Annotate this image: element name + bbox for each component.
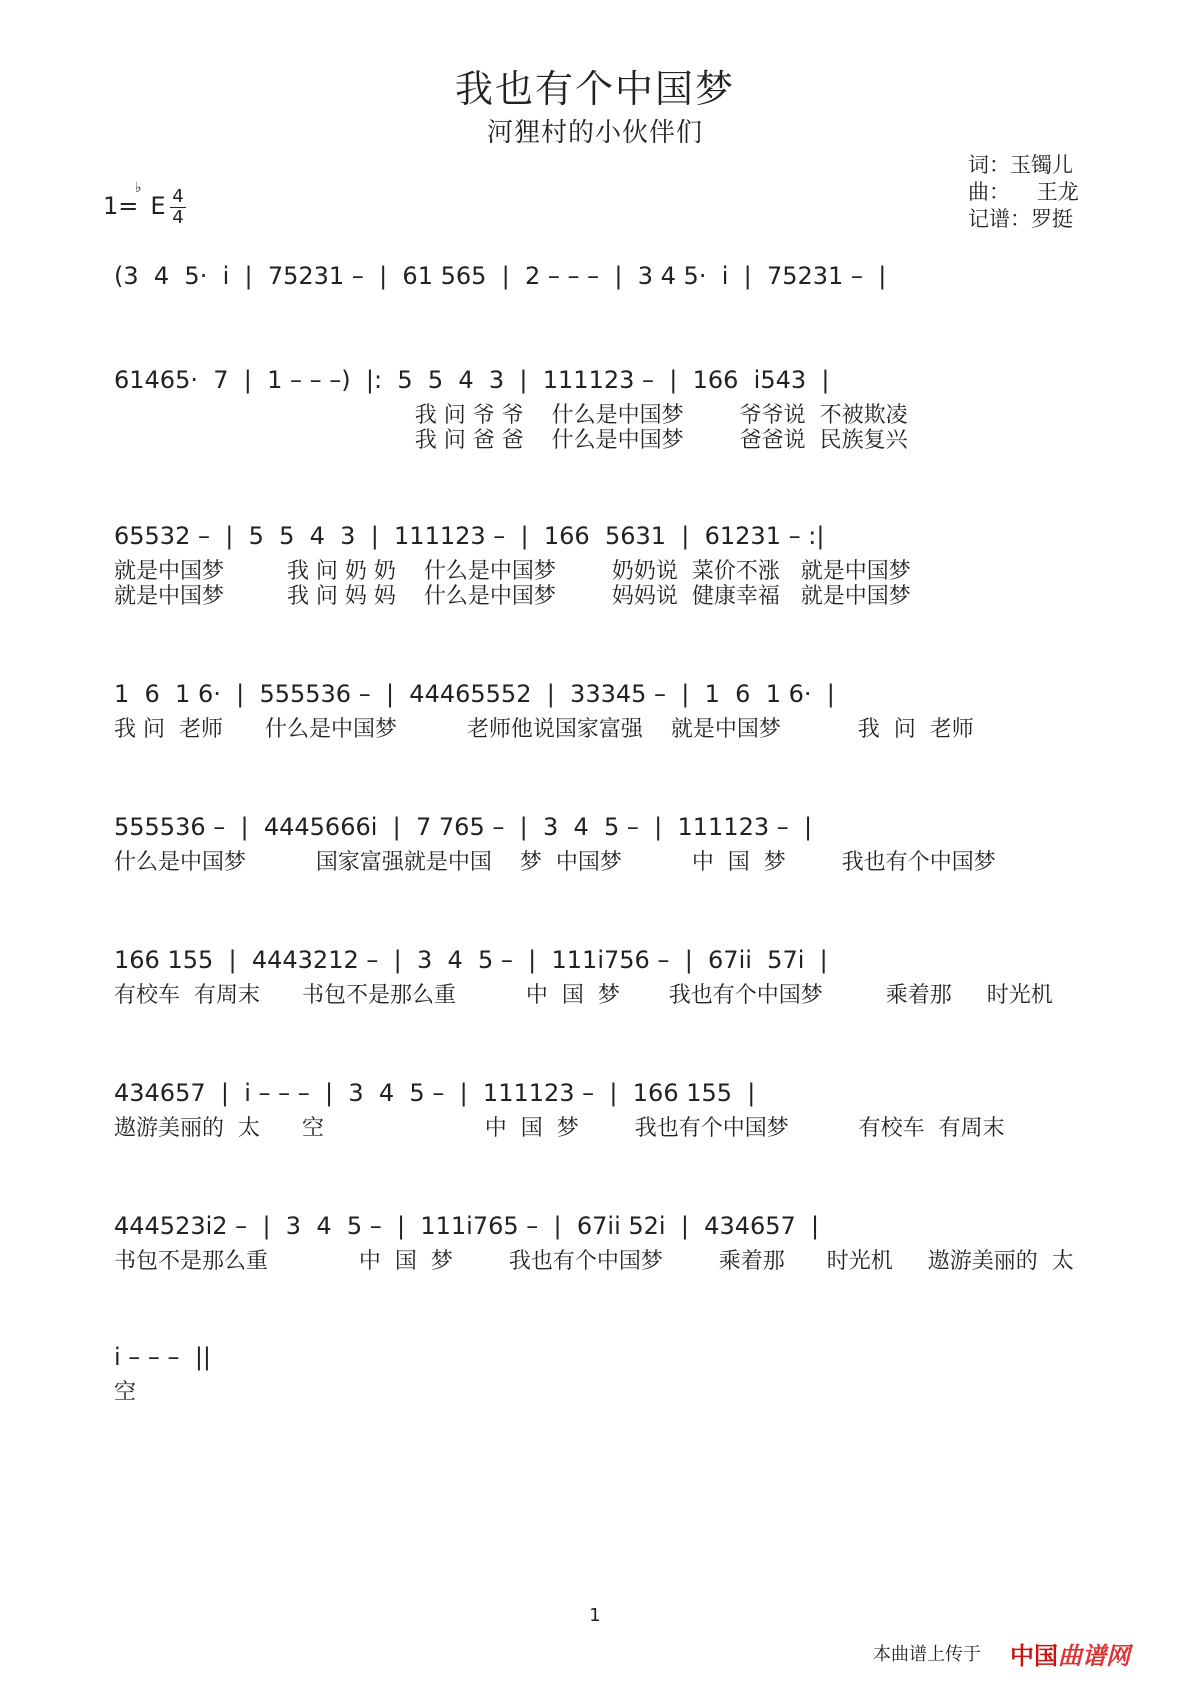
logo-text-qupu: 曲谱网 bbox=[1058, 1642, 1130, 1670]
site-logo bbox=[1010, 1636, 1130, 1671]
lyric-line: 有校车 有周末 书包不是那么重 中 国 梦 我也有个中国梦 乘着那 时光机 bbox=[114, 983, 1053, 1008]
credits-block bbox=[968, 152, 1079, 233]
notation-line: 61465· 7 | 1 – – –) |: 5 5 4 3 | 111123 – | 166 i543 | bbox=[114, 366, 830, 394]
notation-line: 434657 | i – – – | 3 4 5 – | 111123 – | 166 155 | bbox=[114, 1079, 756, 1107]
key-note: E bbox=[150, 192, 166, 220]
notation-line: 555536 – | 4445666i | 7 765 – | 3 4 5 – | 111123 – | bbox=[114, 813, 813, 841]
page-number: 1 bbox=[589, 1605, 601, 1626]
time-signature bbox=[170, 188, 186, 227]
lyric-line: 遨游美丽的 太 空 中 国 梦 我也有个中国梦 有校车 有周末 bbox=[114, 1116, 1005, 1141]
lyric-verse-2: 我 问 爸 爸 什么是中国梦 爸爸说 民族复兴 bbox=[114, 428, 908, 453]
notation-line: 1 6 1 6· | 555536 – | 44465552 | 33345 – | 1 6 1 6· | bbox=[114, 680, 835, 708]
key-label: 1= bbox=[103, 192, 139, 220]
lyricist-credit: 词：玉镯儿 bbox=[968, 153, 1073, 177]
lyric-verse-1: 就是中国梦 我 问 奶 奶 什么是中国梦 奶奶说 菜价不涨 就是中国梦 bbox=[114, 559, 911, 584]
time-signature-bottom: 4 bbox=[172, 207, 184, 228]
key-signature bbox=[103, 180, 166, 220]
lyric-line: 什么是中国梦 国家富强就是中国 梦 中国梦 中 国 梦 我也有个中国梦 bbox=[114, 850, 996, 875]
upload-notice: 本曲谱上传于 bbox=[873, 1644, 981, 1665]
song-title: 我也有个中国梦 bbox=[454, 67, 735, 111]
lyric-line: 空 bbox=[114, 1380, 137, 1405]
lyric-line: 书包不是那么重 中 国 梦 我也有个中国梦 乘着那 时光机 遨游美丽的 太 bbox=[114, 1249, 1074, 1274]
notation-line: 444523i2 – | 3 4 5 – | 111i765 – | 67ii 52i | 434657 | bbox=[114, 1212, 820, 1240]
notation-line: 65532 – | 5 5 4 3 | 111123 – | 166 5631 | 61231 – :| bbox=[114, 522, 825, 550]
time-signature-top: 4 bbox=[172, 186, 184, 207]
lyric-line: 我 问 老师 什么是中国梦 老师他说国家富强 就是中国梦 我 问 老师 bbox=[114, 717, 974, 742]
logo-text-china: 中国 bbox=[1010, 1642, 1058, 1670]
lyric-verse-2: 就是中国梦 我 问 妈 妈 什么是中国梦 妈妈说 健康幸福 就是中国梦 bbox=[114, 584, 911, 609]
flat-symbol: ♭ bbox=[135, 180, 142, 196]
song-performer: 河狸村的小伙伴们 bbox=[486, 118, 703, 148]
notation-line: i – – – || bbox=[114, 1343, 211, 1371]
lyric-verse-1: 我 问 爷 爷 什么是中国梦 爷爷说 不被欺凌 bbox=[114, 403, 908, 428]
notation-line: (3 4 5· i | 75231 – | 61 565 | 2 – – – | 3 4 5· i | 75231 – | bbox=[114, 262, 887, 290]
transcriber-credit: 记谱：罗挺 bbox=[968, 207, 1073, 231]
notation-line: 166 155 | 4443212 – | 3 4 5 – | 111i756 – | 67ii 57i | bbox=[114, 946, 828, 974]
composer-credit: 曲： 王龙 bbox=[968, 180, 1079, 204]
